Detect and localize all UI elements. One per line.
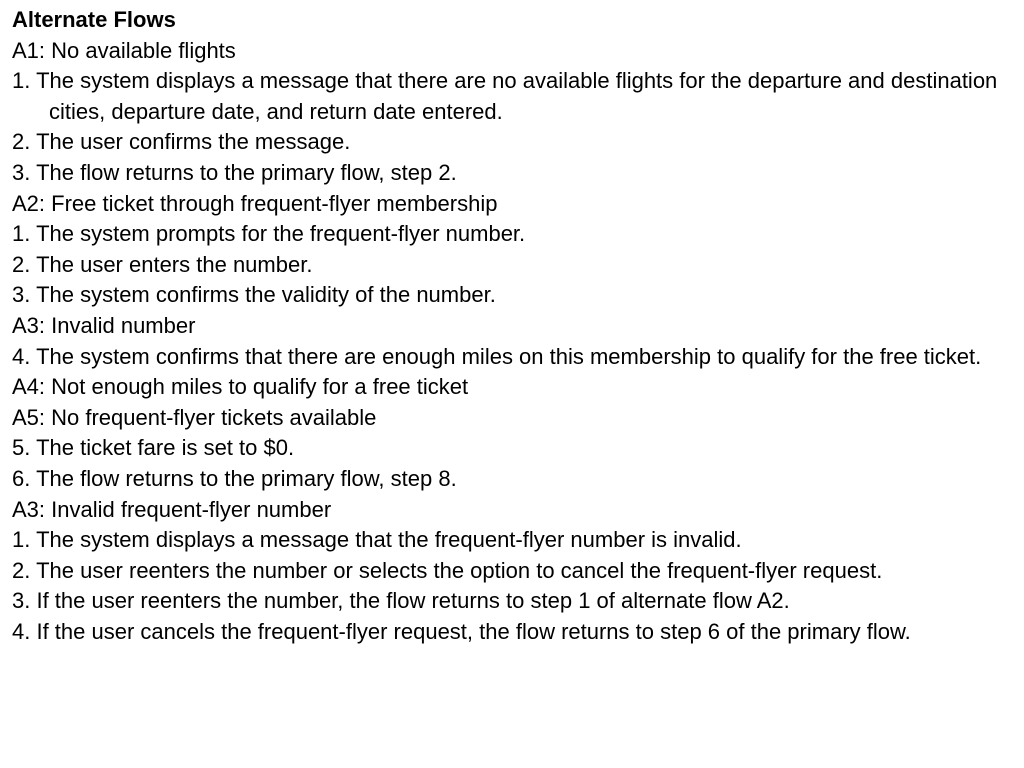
flow-step: 1. The system displays a message that there are no available flights for the departure and destination cities, departure date, and return date entered. bbox=[12, 68, 998, 124]
flow-lines bbox=[12, 36, 1024, 648]
flow-heading-a2: A2: Free ticket through frequent-flyer membership bbox=[12, 190, 498, 216]
flow-step: 3. If the user reenters the number, the flow returns to step 1 of alternate flow A2. bbox=[12, 588, 790, 614]
flow-heading-a3-invalid: A3: Invalid frequent-flyer number bbox=[12, 496, 332, 522]
flow-step: 2. The user reenters the number or selects the option to cancel the frequent-flyer request. bbox=[12, 557, 883, 583]
flow-heading-a3: A3: Invalid number bbox=[12, 312, 196, 338]
flow-step: 5. The ticket fare is set to $0. bbox=[12, 435, 295, 461]
flow-step: 4. The system confirms that there are enough miles on this membership to qualify for the free ticket. bbox=[12, 343, 982, 369]
flow-step: 6. The flow returns to the primary flow, step 8. bbox=[12, 465, 457, 491]
flow-heading-a5: A5: No frequent-flyer tickets available bbox=[12, 404, 377, 430]
flow-step: 3. The flow returns to the primary flow, step 2. bbox=[12, 159, 457, 185]
flow-step: 1. The system displays a message that the frequent-flyer number is invalid. bbox=[12, 527, 742, 553]
flow-heading-a1: A1: No available flights bbox=[12, 37, 236, 63]
document-title: Alternate Flows bbox=[12, 7, 176, 32]
flow-step: 2. The user confirms the message. bbox=[12, 129, 351, 155]
flow-step: 1. The system prompts for the frequent-flyer number. bbox=[12, 221, 526, 247]
flow-step: 4. If the user cancels the frequent-flyer request, the flow returns to step 6 of the primary flow. bbox=[12, 618, 911, 644]
flow-step: 3. The system confirms the validity of the number. bbox=[12, 282, 496, 308]
flow-heading-a4: A4: Not enough miles to qualify for a free ticket bbox=[12, 374, 469, 400]
flow-step: 2. The user enters the number. bbox=[12, 251, 313, 277]
